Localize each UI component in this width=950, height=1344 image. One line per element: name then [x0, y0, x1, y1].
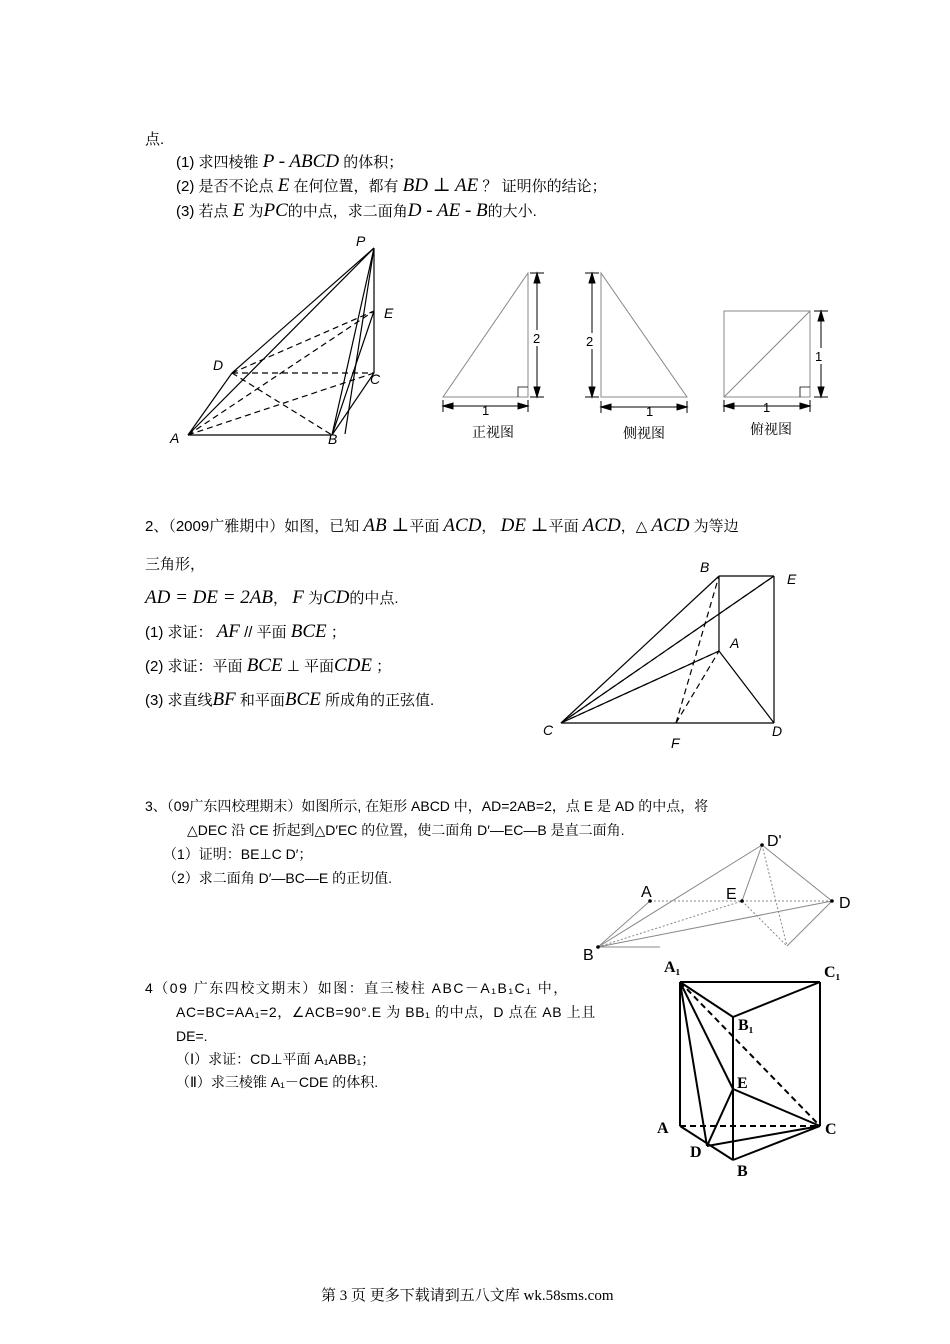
q2-label-e: E — [787, 571, 797, 587]
q4-label-c: C — [825, 1121, 837, 1138]
label-e: E — [384, 305, 394, 321]
q2-part2: (2) 求证：平面 BCE ⊥ 平面CDE ； — [145, 655, 392, 676]
label-p: P — [356, 233, 366, 249]
q3-label-dprime: D' — [767, 833, 782, 850]
q3-label-d: D — [839, 895, 851, 912]
q2-label-d: D — [772, 723, 783, 739]
q4-part2: （Ⅱ）求三棱锥 A₁－CDE 的体积. — [176, 1074, 379, 1090]
front-view-title: 正视图 — [472, 424, 514, 440]
label-d: D — [213, 357, 224, 373]
q2-label-f: F — [671, 735, 680, 751]
q2-part3: (3) 求直线BF 和平面BCE 所成角的正弦值. — [145, 689, 435, 710]
top-view-width: 1 — [763, 400, 771, 415]
q4-label-a: A — [657, 1120, 669, 1137]
q4-line3: DE=. — [176, 1028, 208, 1044]
page-footer: 第 3 页 更多下载请到五八文库 wk.58sms.com — [321, 1288, 614, 1304]
label-a: A — [170, 430, 180, 446]
q4-label-a1: A₁ — [664, 959, 681, 976]
q1-part1: (1) 求四棱锥 P - ABCD 的体积； — [176, 151, 404, 172]
q3-label-e: E — [726, 886, 737, 903]
side-view-title: 侧视图 — [623, 425, 665, 441]
front-view-width: 1 — [482, 403, 490, 418]
q4-part1: （Ⅰ）求证：CD⊥平面 A₁ABB₁； — [176, 1051, 376, 1067]
q4-label-d: D — [690, 1144, 702, 1161]
q2-label-c: C — [543, 722, 554, 738]
q2-label-b: B — [700, 559, 710, 575]
q2-part1: (1) 求证： AF // 平面 BCE ； — [145, 621, 346, 642]
front-view-height: 2 — [533, 331, 541, 346]
q3-line1: 3、（09广东四校理期末）如图所示, 在矩形 ABCD 中，AD=2AB=2，点 E 是 AD 的中点，将 — [145, 798, 709, 814]
q3-line2: △DEC 沿 CE 折起到△D′EC 的位置，使二面角 D′—EC—B 是直二面角. — [187, 822, 625, 838]
side-view-width: 1 — [646, 404, 654, 419]
q4-label-b: B — [737, 1163, 748, 1180]
q4-label-b1: B₁ — [738, 1017, 754, 1034]
label-b: B — [328, 431, 338, 447]
q1-intro-end: 点. — [145, 131, 165, 148]
q3-part2: （2）求二面角 D′—BC—E 的正切值. — [163, 870, 392, 886]
q3-label-b: B — [583, 947, 594, 964]
q1-part3: (3) 若点 E 为PC的中点，求二面角D - AE - B的大小. — [176, 200, 537, 221]
top-view-height: 1 — [815, 349, 823, 364]
q2-condition: AD = DE = 2AB， F 为CD的中点. — [145, 587, 399, 608]
q3-part1: （1）证明：BE⊥C D′； — [163, 846, 313, 862]
q3-label-a: A — [641, 884, 652, 901]
q4-label-c1: C₁ — [824, 964, 841, 981]
label-c: C — [370, 371, 381, 387]
q4-line2: AC=BC=AA₁=2，∠ACB=90°.E 为 BB₁ 的中点，D 点在 AB 上且 — [176, 1004, 596, 1020]
q1-part2: (2) 是否不论点 E 在何位置，都有 BD ⊥ AE ？ 证明你的结论； — [176, 175, 607, 196]
q4-line1: 4（09 广东四校文期末）如图：直三棱柱 ABC－A₁B₁C₁ 中， — [145, 980, 569, 996]
top-view-title: 俯视图 — [750, 421, 792, 437]
q2-intro: 2、（2009广雅期中）如图，已知 AB ⊥平面 ACD， DE ⊥平面 ACD，△ ACD 为等边 — [145, 515, 739, 536]
side-view-height: 2 — [586, 334, 594, 349]
q4-label-e: E — [737, 1075, 748, 1092]
q2-line2: 三角形， — [145, 556, 206, 573]
q2-label-a: A — [730, 635, 740, 651]
